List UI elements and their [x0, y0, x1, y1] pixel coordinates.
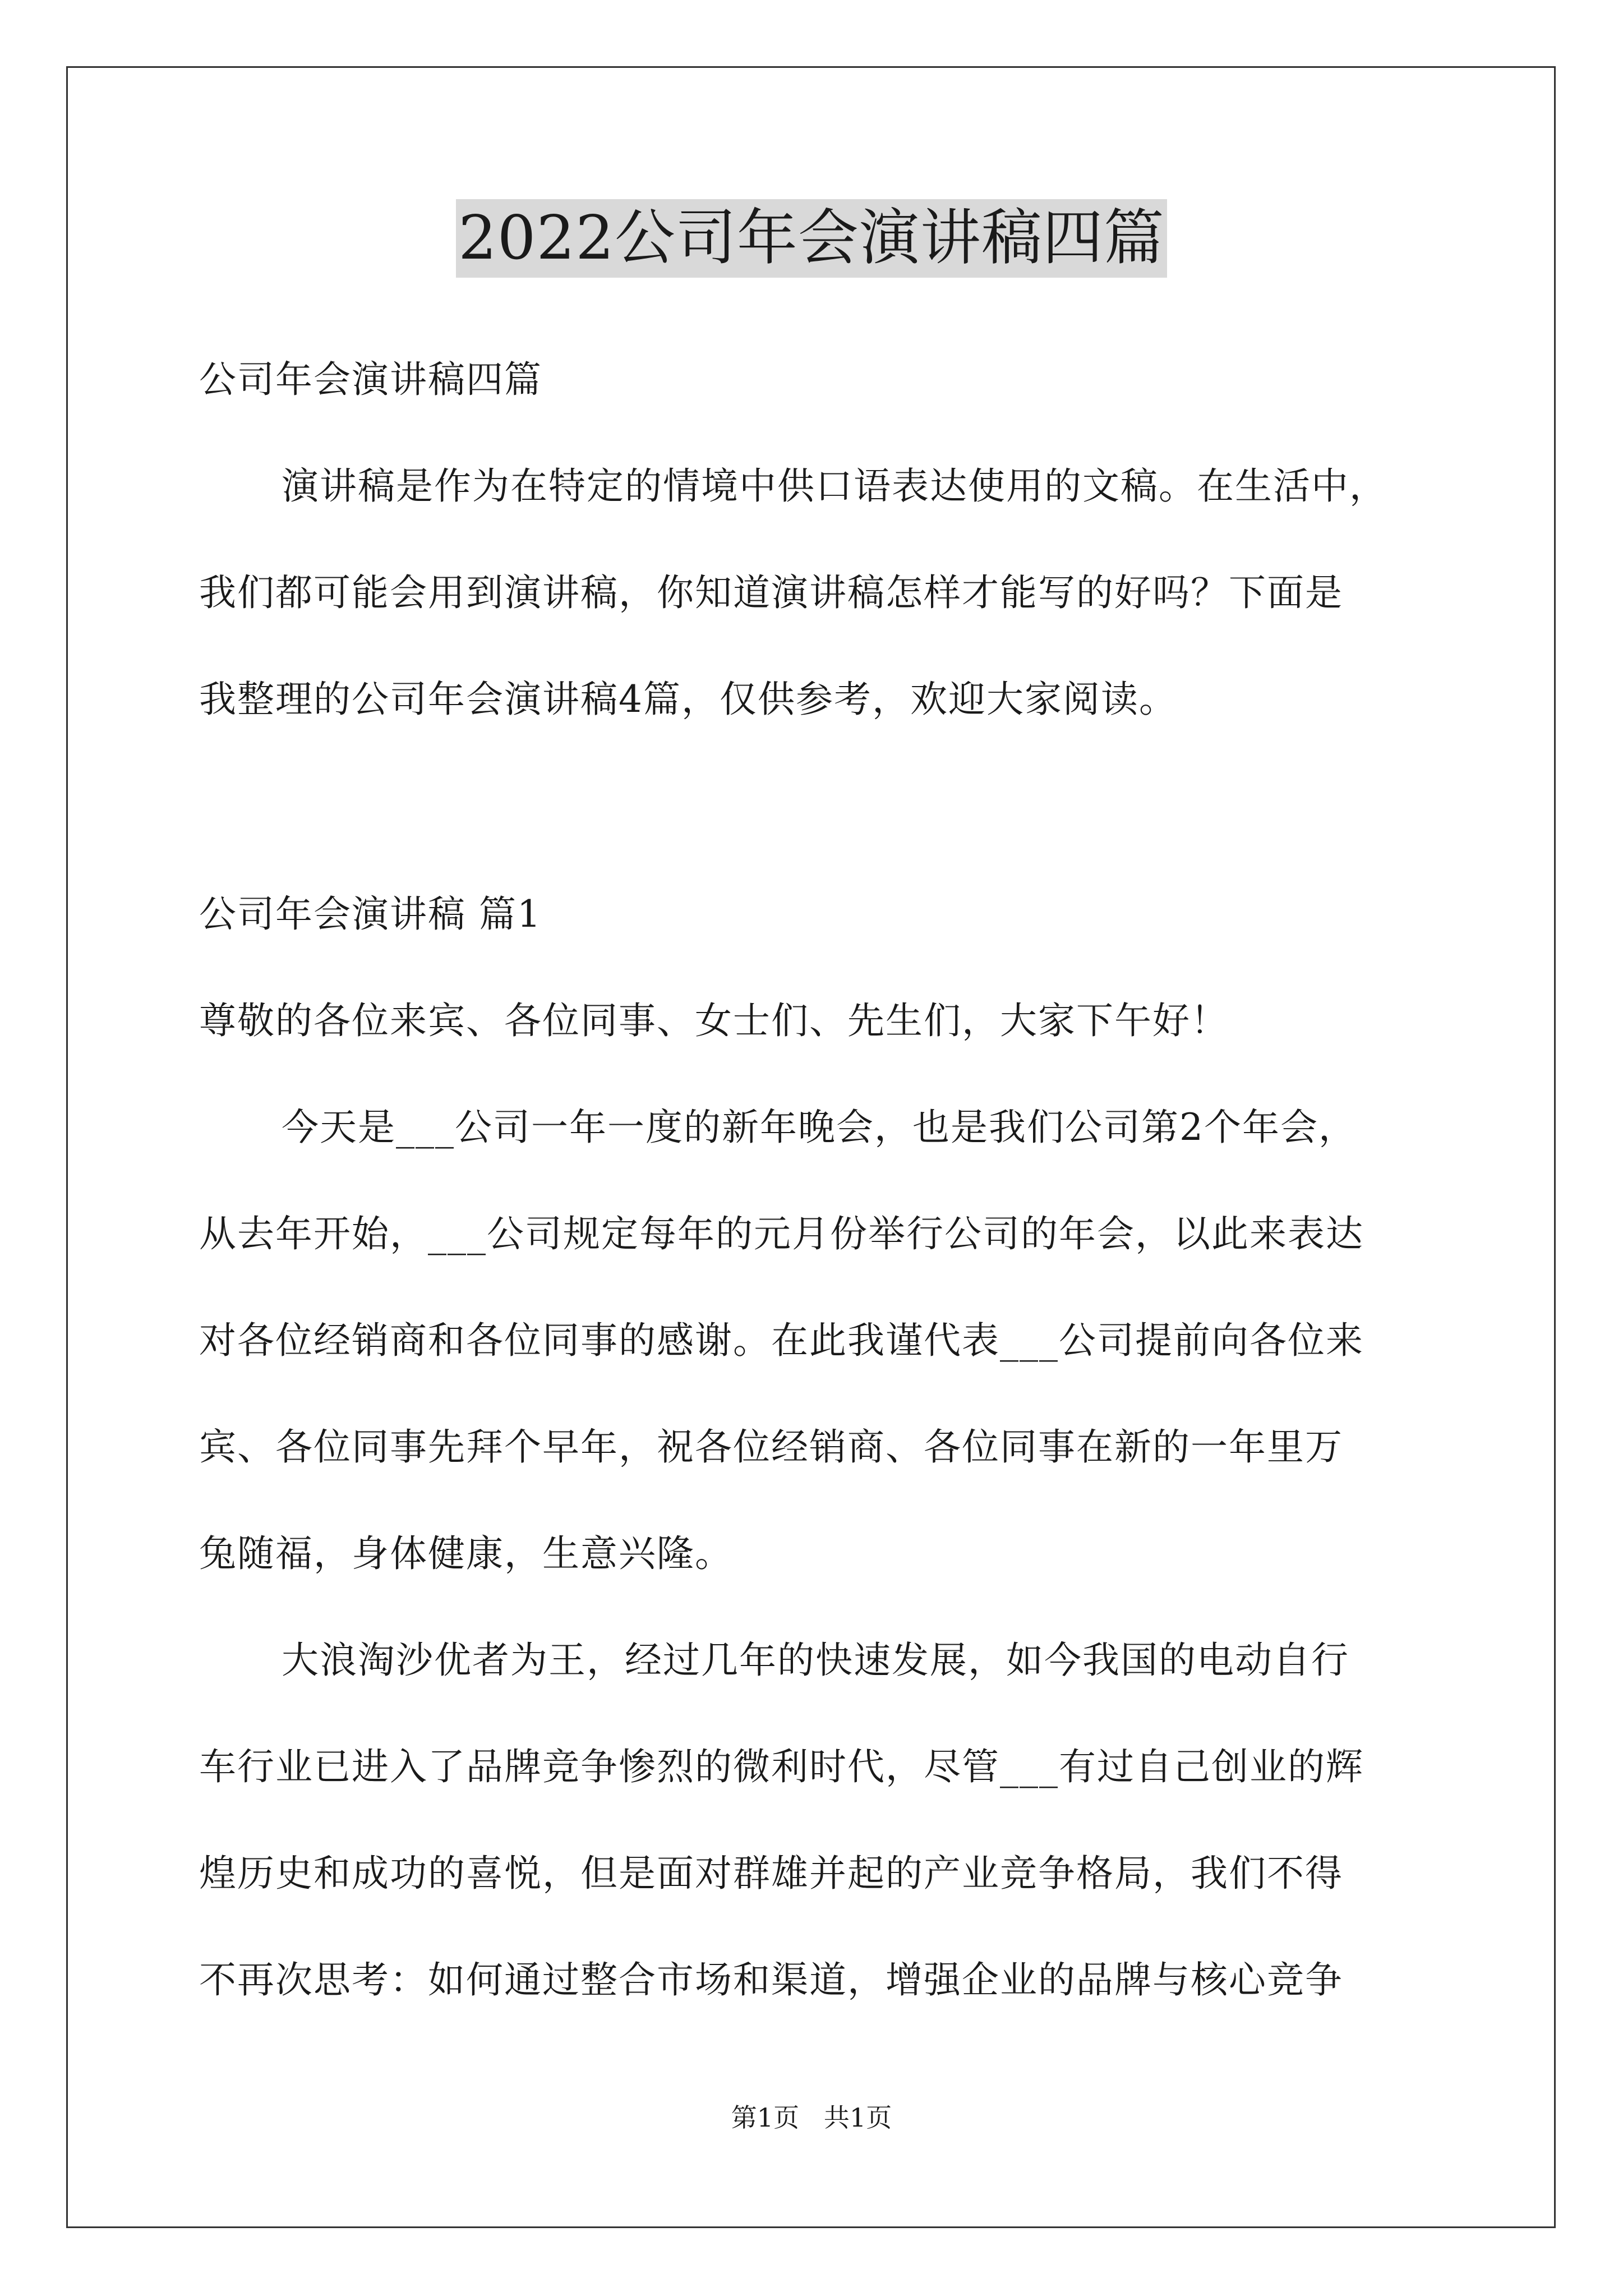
intro-line: 演讲稿是作为在特定的情境中供口语表达使用的文稿。在生活中， — [282, 464, 1387, 508]
paragraph-line: 对各位经销商和各位同事的感谢。在此我谨代表___公司提前向各位来 — [199, 1319, 1364, 1362]
title-container — [0, 199, 1623, 278]
document-title: 2022公司年会演讲稿四篇 — [456, 199, 1167, 278]
intro-line: 我整理的公司年会演讲稿4篇，仅供参考，欢迎大家阅读。 — [199, 678, 1177, 721]
paragraph-line: 从去年开始，___公司规定每年的元月份举行公司的年会，以此来表达 — [199, 1212, 1364, 1255]
paragraph-line: 大浪淘沙优者为王，经过几年的快速发展，如今我国的电动自行 — [282, 1639, 1349, 1682]
paragraph-line: 车行业已进入了品牌竞争惨烈的微利时代，尽管___有过自己创业的辉 — [199, 1745, 1364, 1788]
greeting-line: 尊敬的各位来宾、各位同事、女士们、先生们，大家下午好！ — [199, 999, 1229, 1042]
intro-line: 我们都可能会用到演讲稿，你知道演讲稿怎样才能写的好吗？下面是 — [199, 571, 1343, 614]
page-footer: 第1页 共1页 — [731, 2102, 892, 2133]
paragraph-line: 煌历史和成功的喜悦，但是面对群雄并起的产业竞争格局，我们不得 — [199, 1852, 1343, 1895]
paragraph-line: 不再次思考：如何通过整合市场和渠道，增强企业的品牌与核心竞争 — [199, 1958, 1343, 2001]
paragraph-line: 兔随福，身体健康，生意兴隆。 — [199, 1532, 733, 1575]
section-heading: 公司年会演讲稿 篇1 — [199, 892, 542, 936]
document-subtitle: 公司年会演讲稿四篇 — [199, 358, 542, 401]
paragraph-line: 宾、各位同事先拜个早年，祝各位经销商、各位同事在新的一年里万 — [199, 1425, 1343, 1469]
paragraph-line: 今天是___公司一年一度的新年晚会，也是我们公司第2个年会， — [282, 1106, 1357, 1149]
